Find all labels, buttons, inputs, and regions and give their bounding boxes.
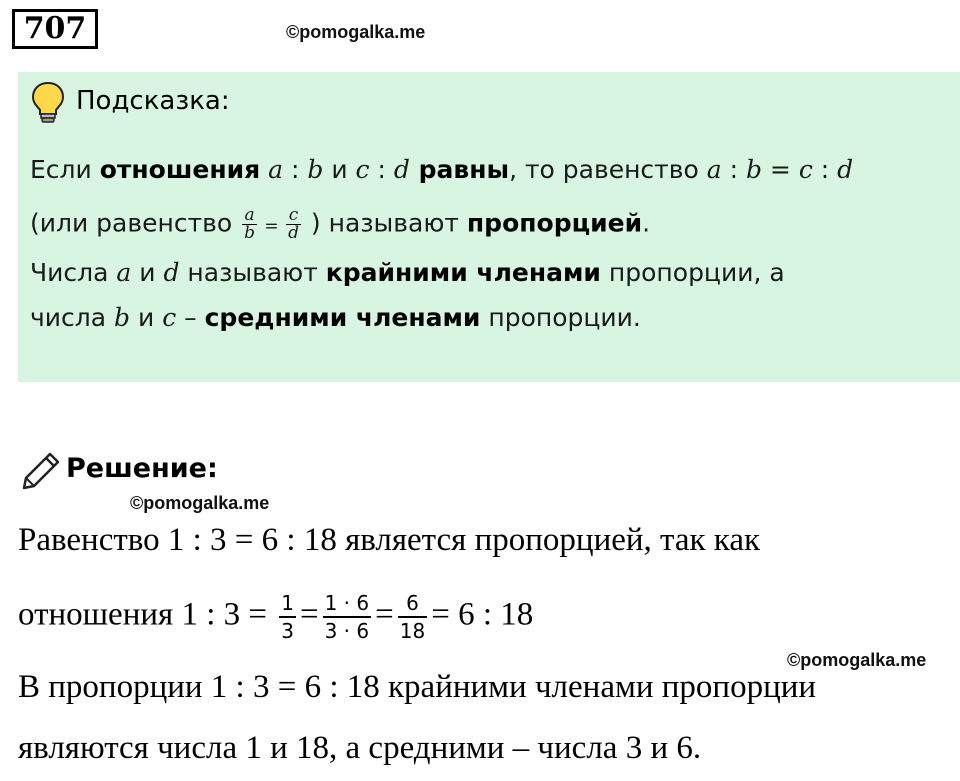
watermark-top: ©pomogalka.me: [286, 22, 426, 42]
solution-line-4: являются числа 1 и 18, а средними – числа 3 и 6.: [18, 730, 702, 766]
pencil-icon: [20, 450, 62, 492]
solution-line-3: В пропорции 1 : 3 = 6 : 18 крайними членами пропорции: [18, 669, 817, 705]
fraction-1x6-3x6: $\frac{1 \cdot 6}{3 \cdot 6}$: [324, 591, 370, 643]
solution-title: Решение:: [66, 453, 218, 484]
hint-line-1: Если отношения a : b и c : d равны, то равенство a : b = c : d: [30, 155, 854, 184]
lightbulb-icon: [30, 80, 66, 124]
problem-number: 707: [12, 9, 98, 49]
watermark-middle: ©pomogalka.me: [130, 493, 270, 513]
solution-line-1: Равенство 1 : 3 = 6 : 18 является пропорцией, так как: [18, 522, 761, 558]
fraction-c-d: $\frac{c}{d}$: [288, 205, 299, 243]
hint-line-3: Числа a и d называют крайними членами пропорции, а: [30, 258, 785, 287]
fraction-1-3: $\frac{1}{3}$: [281, 591, 294, 643]
solution-line-2: отношения 1 : 3 = $\frac{1}{3}$ = $\frac{1 \cdot 6}{3 \cdot 6}$ = $\frac{6}{18}$ = 6 : 18: [18, 591, 534, 643]
fraction-6-18: $\frac{6}{18}$: [399, 591, 426, 643]
hint-line-4: числа b и c – средними членами пропорции.: [30, 303, 641, 332]
watermark-bottom: ©pomogalka.me: [787, 650, 927, 670]
hint-line-2: (или равенство $\frac{a}{b}$ = $\frac{c}{d}$ ) называют пропорцией.: [30, 205, 651, 243]
hint-title: Подсказка:: [76, 86, 230, 116]
fraction-a-b: $\frac{a}{b}$: [244, 205, 255, 243]
